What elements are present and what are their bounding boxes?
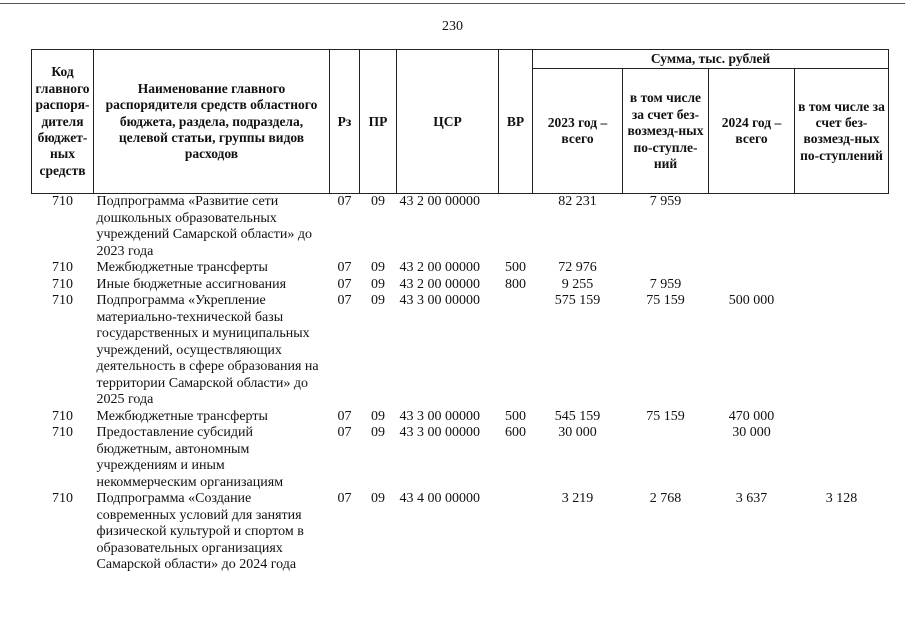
row-pr: 09 <box>371 293 385 309</box>
row-sum-2023: 3 219 <box>561 491 594 507</box>
header-2023-free: в том числе за счет без-возмезд-ных по-ступле-ний <box>623 69 709 194</box>
row-csr: 43 3 00 00000 <box>399 425 480 441</box>
table-row <box>32 194 889 261</box>
row-sum-2024: 30 000 <box>732 425 771 441</box>
row-code: 710 <box>52 260 73 276</box>
row-sum-2023: 82 231 <box>558 194 597 210</box>
row-free-2023 <box>623 425 709 491</box>
row-name: Подпрограмма «Создание современных условий для занятия физической культурой и спортом в образовательных организациях Самарской области» до 2024 года <box>96 491 304 573</box>
header-2024-free: в том числе за счет без-возмезд-ных по-ступлений <box>795 69 889 194</box>
row-sum-2024 <box>709 194 795 261</box>
row-free-2024 <box>795 409 889 426</box>
row-vr <box>499 491 533 574</box>
row-vr <box>499 293 533 409</box>
row-code: 710 <box>52 293 73 309</box>
top-rule <box>0 3 905 4</box>
row-free-2024 <box>795 277 889 294</box>
row-sum-2023: 72 976 <box>558 260 597 276</box>
table-row <box>32 409 889 426</box>
row-sum-2024: 500 000 <box>728 293 775 309</box>
row-csr: 43 3 00 00000 <box>399 293 480 309</box>
row-rz: 07 <box>337 425 352 441</box>
row-free-2024 <box>795 425 889 491</box>
row-name: Иные бюджетные ассигнования <box>96 276 287 292</box>
row-vr: 800 <box>505 276 526 292</box>
row-name: Подпрограмма «Развитие сети дошкольных образовательных учреждений Самарской области» до 2023 года <box>96 194 312 259</box>
row-name: Межбюджетные трансферты <box>96 408 268 424</box>
row-code: 710 <box>52 408 73 424</box>
row-code: 710 <box>52 276 73 292</box>
row-vr: 600 <box>505 425 526 441</box>
header-sum-group: Сумма, тыс. рублей <box>533 50 889 69</box>
row-code: 710 <box>52 194 73 210</box>
table-row <box>32 425 889 491</box>
row-csr: 43 2 00 00000 <box>399 276 480 292</box>
row-free-2024: 3 128 <box>825 491 858 507</box>
row-free-2024 <box>795 194 889 261</box>
header-pr: ПР <box>360 50 397 194</box>
row-rz: 07 <box>337 491 352 507</box>
header-vr: ВР <box>499 50 533 194</box>
table-row <box>32 260 889 277</box>
row-pr: 09 <box>371 276 385 292</box>
row-free-2023: 7 959 <box>649 276 682 292</box>
header-rz: Рз <box>330 50 360 194</box>
header-2023-total: 2023 год – всего <box>533 69 623 194</box>
row-csr: 43 2 00 00000 <box>399 260 480 276</box>
row-vr: 500 <box>505 408 526 424</box>
header-2024-total: 2024 год – всего <box>709 69 795 194</box>
row-sum-2024 <box>709 277 795 294</box>
row-vr: 500 <box>505 260 526 276</box>
row-free-2023 <box>623 260 709 277</box>
row-pr: 09 <box>371 491 385 507</box>
row-name: Межбюджетные трансферты <box>96 260 268 276</box>
row-pr: 09 <box>371 408 385 424</box>
row-pr: 09 <box>371 194 385 210</box>
row-sum-2024 <box>709 260 795 277</box>
row-free-2024 <box>795 260 889 277</box>
row-rz: 07 <box>337 194 352 210</box>
row-rz: 07 <box>337 408 352 424</box>
row-name: Предоставление субсидий бюджетным, автономным учреждениям и иным некоммерческим организациям <box>96 425 284 490</box>
row-csr: 43 4 00 00000 <box>399 491 480 507</box>
row-rz: 07 <box>337 293 352 309</box>
row-csr: 43 2 00 00000 <box>399 194 480 210</box>
table-row <box>32 293 889 409</box>
row-sum-2023: 9 255 <box>561 276 594 292</box>
row-pr: 09 <box>371 260 385 276</box>
row-name: Подпрограмма «Укрепление материально-технической базы государственных и муниципальных учреждений, осуществляющих деятельность в сфере образования на территории Самарской области» до 2025 года <box>96 293 319 408</box>
row-csr: 43 3 00 00000 <box>399 408 480 424</box>
row-vr <box>499 194 533 261</box>
row-sum-2024: 3 637 <box>735 491 768 507</box>
row-code: 710 <box>52 425 73 441</box>
budget-table <box>31 49 889 574</box>
row-sum-2023: 545 159 <box>554 408 601 424</box>
row-free-2023: 75 159 <box>646 293 685 309</box>
page-number: 230 <box>442 19 463 34</box>
row-code: 710 <box>52 491 73 507</box>
row-free-2023: 75 159 <box>646 408 685 424</box>
header-csr: ЦСР <box>397 50 499 194</box>
row-pr: 09 <box>371 425 385 441</box>
header-name: Наименование главного распорядителя средств областного бюджета, раздела, подраздела, целевой статьи, группы видов расходов <box>94 50 330 194</box>
row-sum-2023: 30 000 <box>558 425 597 441</box>
row-sum-2024: 470 000 <box>728 408 775 424</box>
table-row <box>32 277 889 294</box>
row-free-2023: 2 768 <box>649 491 682 507</box>
table-row <box>32 491 889 574</box>
row-rz: 07 <box>337 260 352 276</box>
header-code: Код главного распоря-дителя бюджет-ных средств <box>32 50 94 194</box>
row-rz: 07 <box>337 276 352 292</box>
row-free-2024 <box>795 293 889 409</box>
row-sum-2023: 575 159 <box>554 293 601 309</box>
row-free-2023: 7 959 <box>649 194 682 210</box>
